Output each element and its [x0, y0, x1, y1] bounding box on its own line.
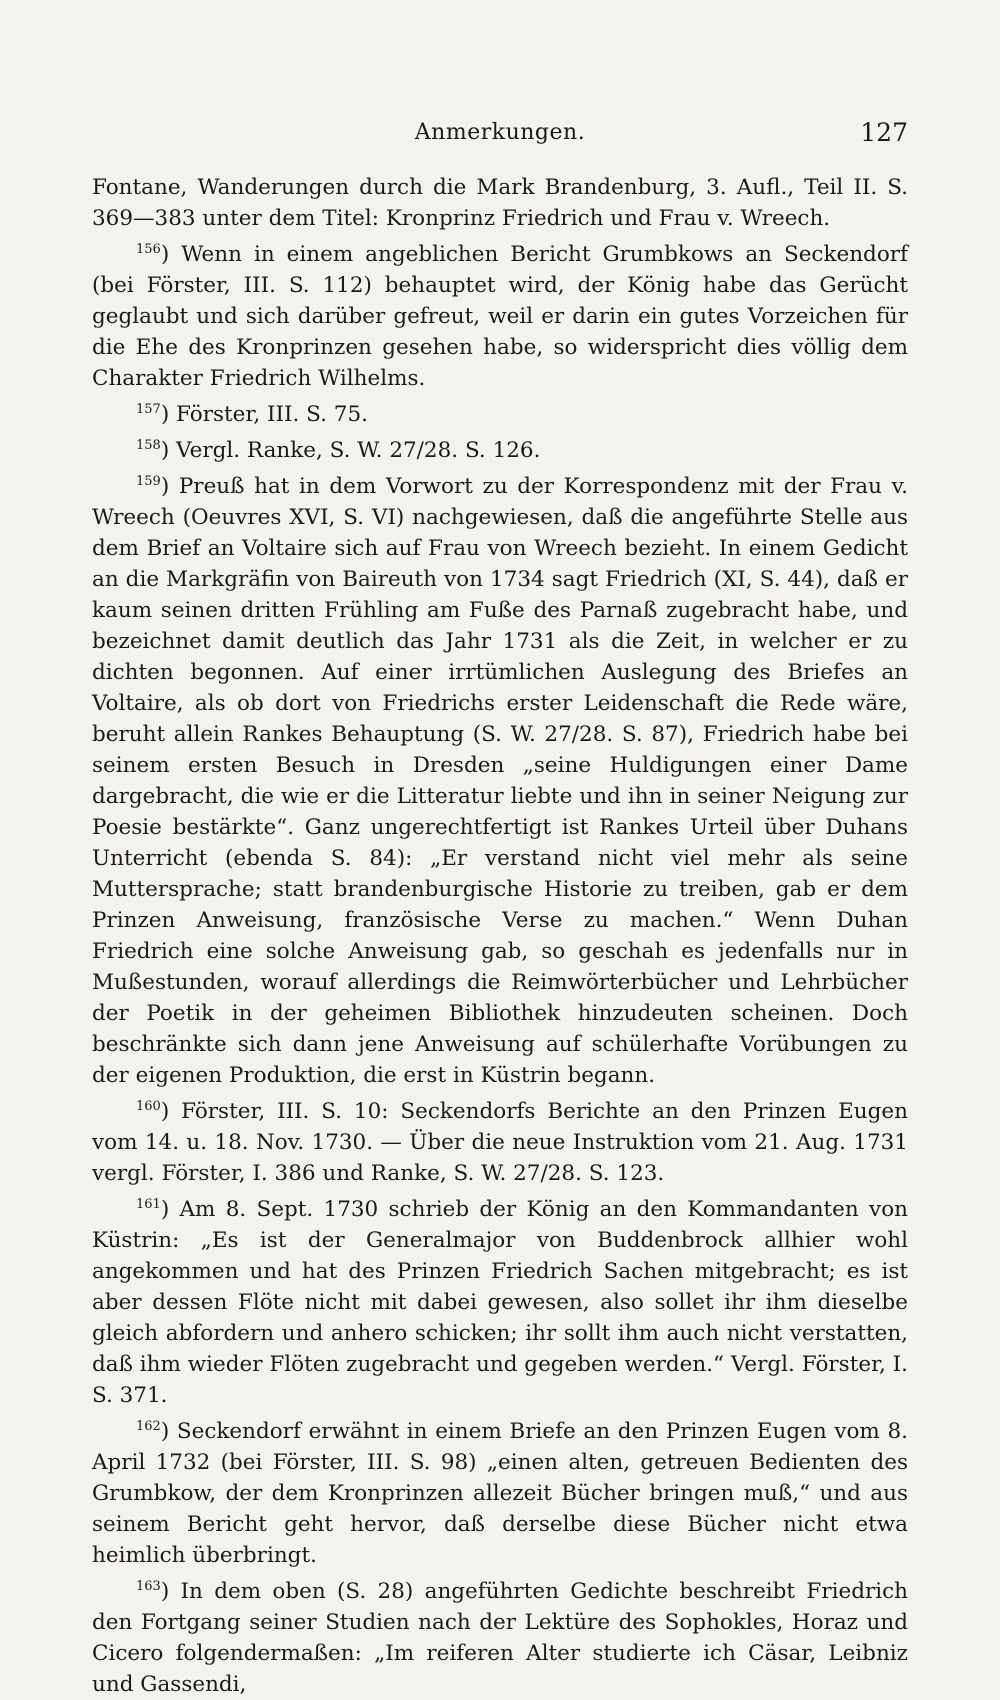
note-156: [92, 234, 908, 394]
note-text: ) Am 8. Sept. 1730 schrieb der König an den Kommandanten von Küstrin: „Es ist der Generalmajor von Buddenbrock allhier wohl angekommen und hat des Prinzen Friedrich Sachen mitgebracht; es ist aber dessen Flöte nicht mit dabei gewesen, also sollet ihr ihm dieselbe gleich abfordern und anhero schicken; ihr sollt ihm auch nicht verstatten, daß ihm wieder Flöten zugebracht und gegeben werden.“ Vergl. Förster, I. S. 371.: [92, 1197, 908, 1408]
note-number: 156: [136, 242, 161, 257]
note-text: ) Vergl. Ranke, S. W. 27/28. S. 126.: [160, 438, 541, 463]
note-number: 161: [136, 1197, 161, 1212]
note-text: Fontane, Wanderungen durch die Mark Brandenburg, 3. Aufl., Teil II. S. 369—383 unter dem Titel: Kronprinz Friedrich und Frau v. Wreech.: [92, 175, 908, 231]
note-number: 163: [136, 1579, 161, 1594]
running-header: [92, 108, 908, 158]
document-page: [92, 108, 908, 1700]
note-text: ) Förster, III. S. 75.: [160, 402, 368, 427]
note-159: [92, 466, 908, 1091]
note-number: 160: [136, 1099, 161, 1114]
note-text: ) Wenn in einem angeblichen Bericht Grumbkows an Seckendorf (bei Förster, III. S. 112) behauptet wird, der König habe das Gerücht geglaubt und sich darüber gefreut, weil er darin ein gutes Vorzeichen für die Ehe des Kronprinzen gesehen habe, so widerspricht dies völlig dem Charakter Friedrich Wilhelms.: [92, 242, 908, 391]
note-number: 159: [136, 474, 161, 489]
note-text: ) In dem oben (S. 28) angeführten Gedichte beschreibt Friedrich den Fortgang seiner Studien nach der Lektüre des Sophokles, Horaz und Cicero folgendermaßen: „Im reiferen Alter studierte ich Cäsar, Leibniz und Gassendi,: [92, 1579, 908, 1697]
note-163: [92, 1571, 908, 1700]
note-text: ) Förster, III. S. 10: Seckendorfs Berichte an den Prinzen Eugen vom 14. u. 18. Nov. 1730. — Über die neue Instruktion vom 21. Aug. 1731 vergl. Förster, I. 386 und Ranke, S. W. 27/28. S. 123.: [92, 1099, 908, 1186]
note-continuation: [92, 172, 908, 234]
running-title: Anmerkungen.: [414, 120, 586, 145]
note-number: 157: [136, 402, 161, 417]
note-161: [92, 1189, 908, 1411]
page-number: 127: [860, 118, 908, 147]
note-number: 158: [136, 438, 161, 453]
note-157: [92, 394, 908, 430]
note-162: [92, 1411, 908, 1571]
note-text: ) Preuß hat in dem Vorwort zu der Korrespondenz mit der Frau v. Wreech (Oeuvres XVI, S. VI) nachgewiesen, daß die angeführte Stelle aus dem Brief an Voltaire sich auf Frau von Wreech bezieht. In einem Gedicht an die Markgräfin von Baireuth von 1734 sagt Friedrich (XI, S. 44), daß er kaum seinen dritten Frühling am Fuße des Parnaß zugebracht habe, und bezeichnet damit deutlich das Jahr 1731 als die Zeit, in welcher er zu dichten begonnen. Auf einer irrtümlichen Auslegung des Briefes an Voltaire, als ob dort von Friedrichs erster Leidenschaft die Rede wäre, beruht allein Rankes Behauptung (S. W. 27/28. S. 87), Friedrich habe bei seinem ersten Besuch in Dresden „seine Huldigungen einer Dame dargebracht, die wie er die Litteratur liebte und ihn in seiner Neigung zur Poesie bestärkte“. Ganz ungerechtfertigt ist Rankes Urteil über Duhans Unterricht (ebenda S. 84): „Er verstand nicht viel mehr als seine Muttersprache; statt brandenburgische Historie zu treiben, gab er dem Prinzen Anweisung, französische Verse zu machen.“ Wenn Duhan Friedrich eine solche Anweisung gab, so geschah es jedenfalls nur in Mußestunden, worauf allerdings die Reimwörterbücher und Lehrbücher der Poetik in der geheimen Bibliothek hinzudeuten scheinen. Doch beschränkte sich dann jene Anweisung auf schülerhafte Vorübungen zu der eigenen Produktion, die erst in Küstrin begann.: [92, 474, 908, 1088]
notes-body: [92, 172, 908, 1700]
note-160: [92, 1091, 908, 1189]
note-text: ) Seckendorf erwähnt in einem Briefe an den Prinzen Eugen vom 8. April 1732 (bei Förster, III. S. 98) „einen alten, getreuen Bedienten des Grumbkow, der dem Kronprinzen allezeit Bücher bringen muß,“ und aus seinem Bericht geht hervor, daß derselbe diese Bücher nicht etwa heimlich überbringt.: [92, 1419, 908, 1568]
note-158: [92, 430, 908, 466]
note-number: 162: [136, 1419, 161, 1434]
